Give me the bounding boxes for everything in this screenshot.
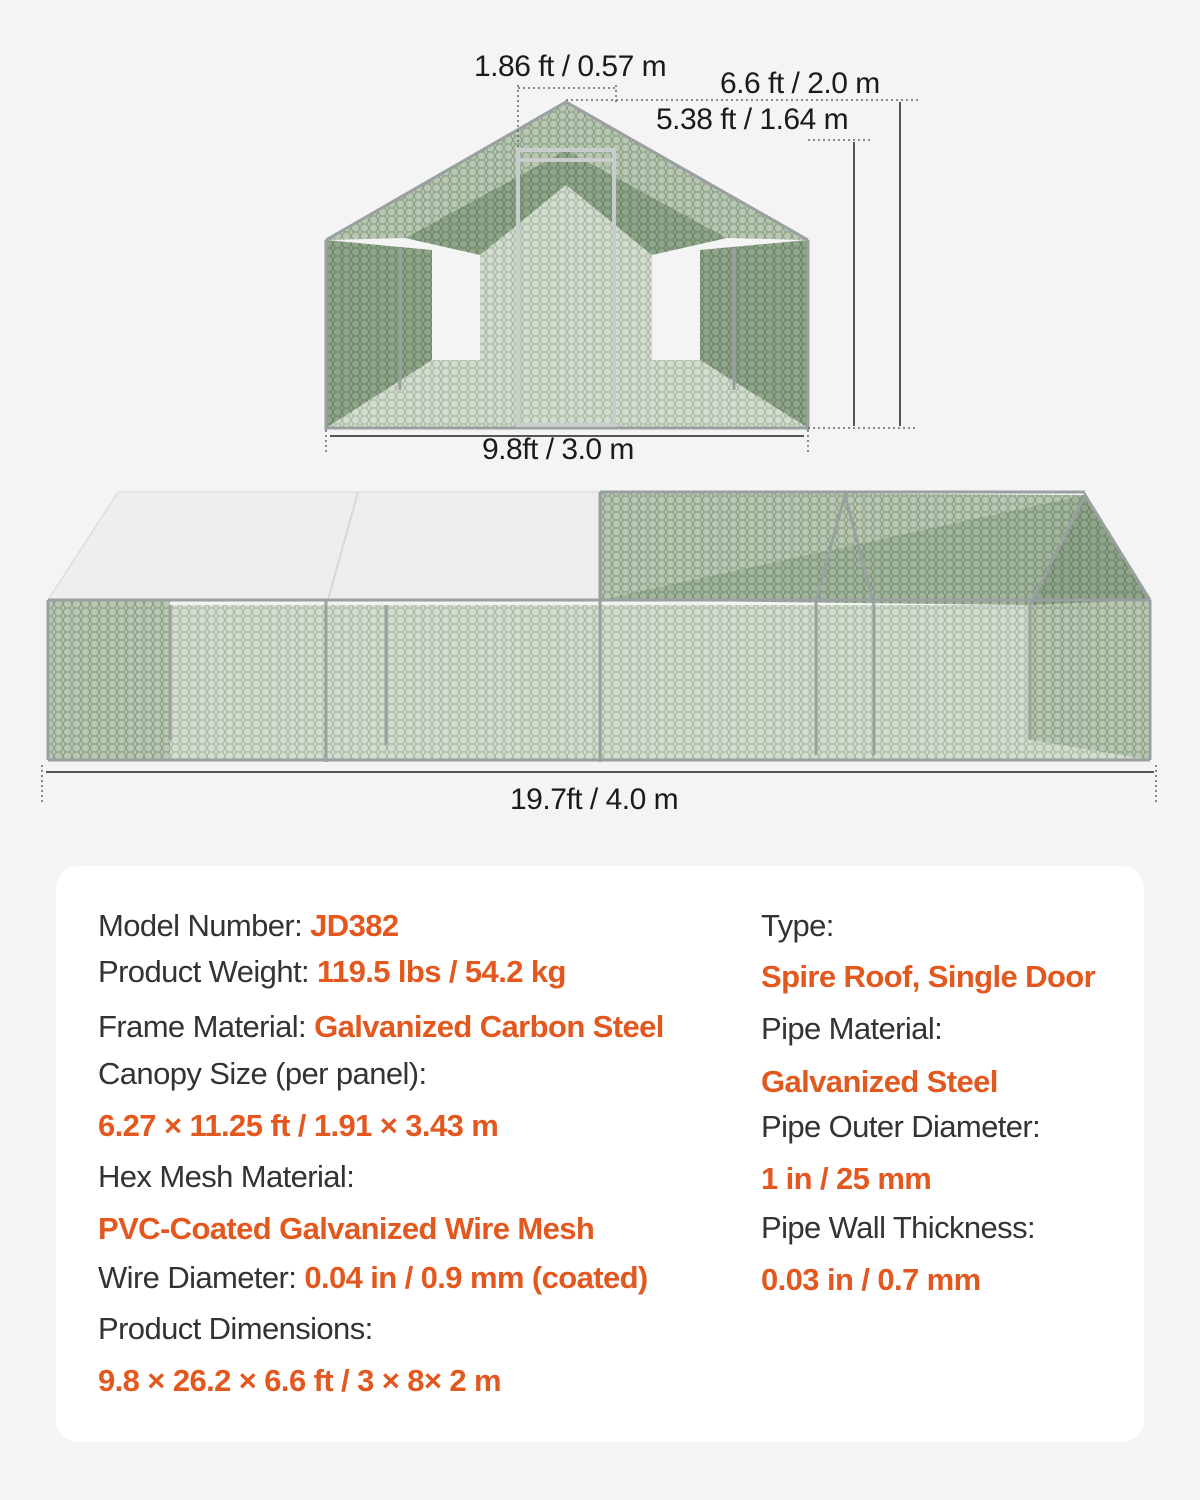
- model-number-row: [98, 910, 399, 941]
- frame-material-row: [98, 1011, 664, 1042]
- type-label: Type:: [761, 908, 834, 943]
- spec-value: Galvanized Carbon Steel: [314, 1009, 664, 1044]
- total-height-label: 6.6 ft / 2.0 m: [720, 67, 880, 100]
- product-dimensions-label: Product Dimensions:: [98, 1311, 373, 1346]
- canopy-size-label: Canopy Size (per panel):: [98, 1056, 427, 1091]
- pipe-material-label: Pipe Material:: [761, 1011, 943, 1046]
- spec-label: Product Weight:: [98, 954, 309, 989]
- type-value: Spire Roof, Single Door: [761, 959, 1096, 994]
- spec-value: 0.04 in / 0.9 mm (coated): [304, 1260, 648, 1295]
- side-height-label: 5.38 ft / 1.64 m: [656, 103, 849, 136]
- spec-value: JD382: [310, 908, 399, 943]
- product-weight-row: [98, 956, 566, 987]
- side-view-coop: [48, 492, 1150, 762]
- canopy-size-value: 6.27 × 11.25 ft / 1.91 × 3.43 m: [98, 1108, 499, 1143]
- spec-label: Frame Material:: [98, 1009, 307, 1044]
- spec-value: 119.5 lbs / 54.2 kg: [317, 954, 566, 989]
- pipe-diameter-label: Pipe Outer Diameter:: [761, 1109, 1041, 1144]
- hex-mesh-value: PVC-Coated Galvanized Wire Mesh: [98, 1211, 595, 1246]
- product-dimensions-value: 9.8 × 26.2 × 6.6 ft / 3 × 8× 2 m: [98, 1363, 502, 1398]
- spec-card: [56, 866, 1144, 1442]
- width-label: 9.8ft / 3.0 m: [482, 433, 634, 466]
- pipe-wall-value: 0.03 in / 0.7 mm: [761, 1262, 981, 1297]
- door-width-label: 1.86 ft / 0.57 m: [474, 50, 667, 83]
- wire-diameter-row: [98, 1262, 648, 1293]
- hex-mesh-label: Hex Mesh Material:: [98, 1159, 355, 1194]
- pipe-material-value: Galvanized Steel: [761, 1064, 998, 1099]
- front-view-coop: [326, 102, 808, 430]
- length-label: 19.7ft / 4.0 m: [510, 783, 679, 816]
- pipe-wall-label: Pipe Wall Thickness:: [761, 1210, 1035, 1245]
- spec-label: Model Number:: [98, 908, 303, 943]
- pipe-diameter-value: 1 in / 25 mm: [761, 1161, 932, 1196]
- spec-label: Wire Diameter:: [98, 1260, 297, 1295]
